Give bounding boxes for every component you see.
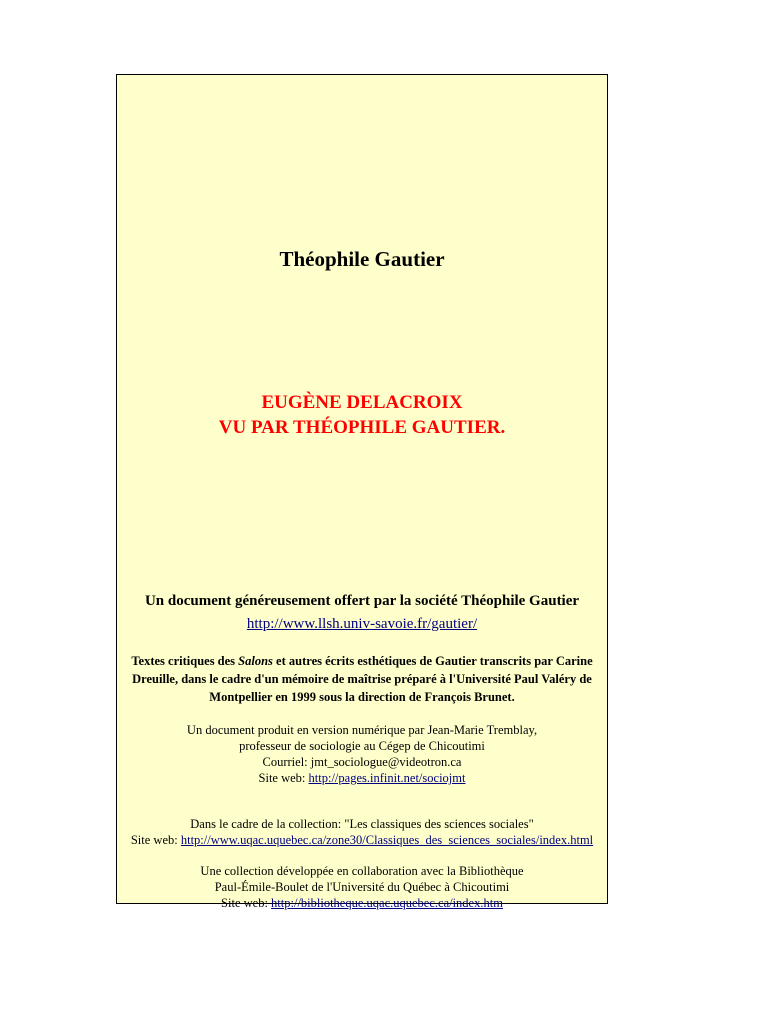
library-line-1: Une collection développée en collaboration avec la Bibliothèque — [200, 864, 524, 878]
credits-site-label: Site web: — [258, 771, 309, 785]
critique-paragraph — [117, 652, 607, 706]
digitization-credits — [117, 722, 607, 786]
offered-by-text: Un document généreusement offert par la société Théophile Gautier — [144, 593, 580, 609]
critique-line-1-suffix: et autres écrits esthétiques de Gautier transcrits par Carine — [272, 654, 593, 668]
credits-line-1: Un document produit en version numérique par Jean-Marie Tremblay, — [186, 723, 538, 737]
work-title-line-1: EUGÈNE DELACROIX — [261, 392, 463, 413]
work-title — [117, 390, 607, 440]
work-title-line-2: VU PAR THÉOPHILE GAUTIER. — [218, 417, 506, 438]
critique-line-1-prefix: Textes critiques des — [131, 654, 239, 668]
critique-line-1 — [117, 652, 607, 670]
bibliotheque-link[interactable]: http://bibliotheque.uqac.uquebec.ca/index.htm — [271, 896, 503, 910]
sociojmt-link[interactable]: http://pages.infinit.net/sociojmt — [308, 771, 466, 785]
credits-site-row — [117, 770, 607, 786]
author-name: Théophile Gautier — [279, 247, 445, 271]
classiques-link[interactable]: http://www.uqac.uquebec.ca/zone30/Classiques_des_sciences_sociales/index.html — [180, 833, 594, 847]
collection-info — [117, 816, 607, 848]
library-info — [117, 863, 607, 911]
salons-italic: Salons — [238, 654, 273, 668]
library-line-2: Paul-Émile-Boulet de l'Université du Québec à Chicoutimi — [214, 880, 510, 894]
title-page — [116, 74, 608, 910]
collection-site-label: Site web: — [130, 833, 181, 847]
collection-site-row — [117, 832, 607, 848]
credits-line-2: professeur de sociologie au Cégep de Chicoutimi — [239, 739, 485, 753]
offered-by-link-row — [117, 616, 607, 633]
credits-email: Courriel: jmt_sociologue@videotron.ca — [262, 755, 462, 769]
collection-line-1: Dans le cadre de la collection: "Les classiques des sciences sociales" — [190, 817, 534, 831]
library-site-row — [117, 895, 607, 911]
gautier-society-link[interactable]: http://www.llsh.univ-savoie.fr/gautier/ — [246, 616, 478, 632]
critique-line-2: Dreuille, dans le cadre d'un mémoire de maîtrise préparé à l'Université Paul Valéry de — [132, 672, 592, 686]
critique-line-3: Montpellier en 1999 sous la direction de François Brunet. — [209, 690, 515, 704]
library-site-label: Site web: — [221, 896, 272, 910]
